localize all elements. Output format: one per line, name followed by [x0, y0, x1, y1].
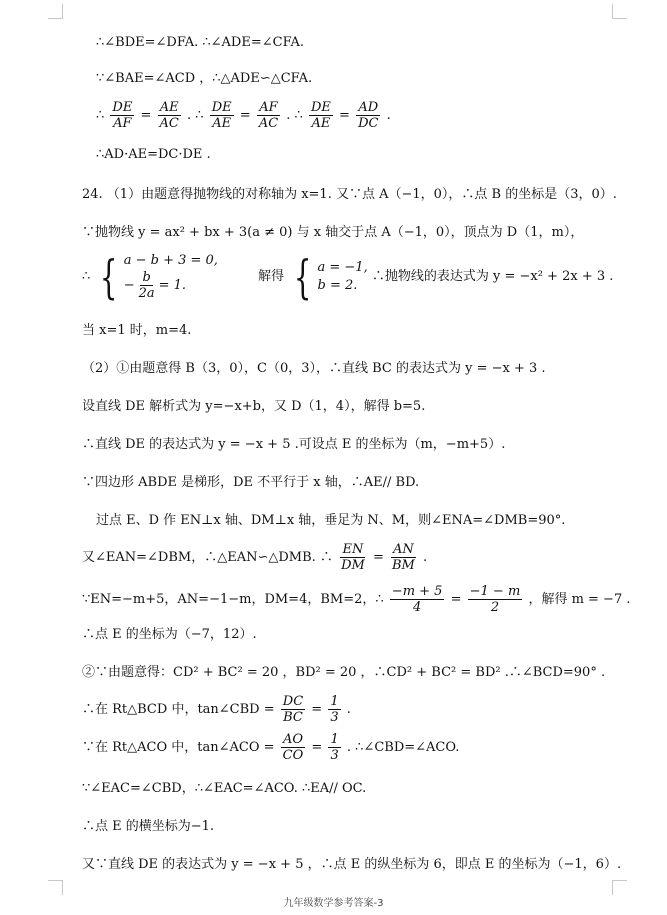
- perpendicular-construction: 过点 E、D 作 EN⊥x 轴、DM⊥x 轴，垂足为 N、M，则∠ENA=∠DMB=90°.: [96, 513, 566, 528]
- crop-mark-bottom-left: [48, 880, 63, 895]
- fraction-af-ac: $\frac{AF}{AC}$: [258, 100, 279, 131]
- fraction-de-ae-2: $\frac{DE}{AE}$: [310, 100, 331, 131]
- fraction-ao-co: $\frac{AO}{CO}$: [282, 732, 304, 763]
- fraction-dc-bc: $\frac{DC}{BC}$: [282, 694, 304, 725]
- proof-line-4: ∴AD·AE=DC·DE .: [96, 147, 211, 162]
- trapezoid-condition: ∵四边形 ABDE 是梯形，DE 不平行于 x 轴，∴AE// BD.: [82, 475, 420, 490]
- question-24-part1: 24. （1）由题意得抛物线的对称轴为 x=1. 又∵点 A（−1，0），∴点 B 的坐标是（3，0）.: [82, 187, 617, 202]
- page-footer: 九年级数学参考答案-3: [283, 898, 384, 909]
- fraction-an-bm: $\frac{AN}{BM}$: [391, 542, 415, 573]
- parabola-statement: ∵抛物线 y = ax² + bx + 3(a ≠ 0) 与 x 轴交于点 A（−1，0），顶点为 D（1，m），: [82, 225, 584, 240]
- crop-mark-top-right: [612, 4, 627, 19]
- vertex-m-value: 当 x=1 时，m=4.: [82, 323, 192, 338]
- proof-line-2: ∵∠BAE=∠ACD ，∴△ADE∽△CFA.: [96, 71, 313, 86]
- equation-system-line: ∴ { a − b + 3 = 0, − $\frac{b}{2a}$ = 1. 解得 { a = −1, b = 2. ∴抛物线的表达式为 y = −x² + 2x + 3 .: [82, 249, 614, 304]
- line-de-expression: ∴直线 DE 的表达式为 y = −x + 5 .可设点 E 的坐标为（m，−m+5）.: [82, 437, 506, 452]
- tan-cbd-line: ∴在 Rt△BCD 中，tan∠CBD = $\frac{DC}{BC}$ = $\frac{1}{3}$ .: [82, 694, 351, 725]
- crop-mark-bottom-right: [612, 880, 627, 895]
- fraction-ad-dc: $\frac{AD}{DC}$: [358, 100, 379, 131]
- line-de-setup: 设直线 DE 解析式为 y=−x+b，又 D（1，4），解得 b=5.: [82, 399, 426, 414]
- solution-system: { a = −1, b = 2.: [294, 249, 368, 304]
- right-angle-line: ②∵由题意得：CD² + BC² = 20 ，BD² = 20 ，∴CD² + BC² = BD² .∴∠BCD=90° .: [82, 665, 606, 680]
- fraction-de-ae: $\frac{DE}{AE}$: [211, 100, 232, 131]
- equation-system: { a − b + 3 = 0, − $\frac{b}{2a}$ = 1.: [100, 249, 218, 304]
- similar-triangles-line: 又∠EAN=∠DBM，∴△EAN∽△DMB. ∴ $\frac{EN}{DM}$ = $\frac{AN}{BM}$ .: [82, 542, 428, 573]
- fraction-one-third: $\frac{1}{3}$: [330, 694, 339, 725]
- parallel-line-conclusion: ∵∠EAC=∠CBD，∴∠EAC=∠ACO. ∴EA// OC.: [82, 781, 367, 796]
- fraction-neg-m-plus-5: $\frac{-m + 5}{4}$: [391, 584, 443, 615]
- point-e-coordinate-2: 又∵直线 DE 的表达式为 y = −x + 5 ，∴点 E 的纵坐标为 6，即点 E 的坐标为（−1，6）.: [82, 857, 622, 872]
- tan-aco-line: ∵在 Rt△ACO 中，tan∠ACO = $\frac{AO}{CO}$ = $\frac{1}{3}$ . ∴∠CBD=∠ACO.: [82, 732, 460, 763]
- solve-m-line: ∵EN=−m+5，AN=−1−m，DM=4，BM=2，∴ $\frac{-m + 5}{4}$ = $\frac{-1 - m}{2}$ ，解得 m = −7 .: [82, 584, 631, 615]
- point-e-abscissa: ∴点 E 的横坐标为−1.: [82, 819, 215, 834]
- point-e-coordinate-1: ∴点 E 的坐标为（−7，12）.: [82, 627, 257, 642]
- fraction-en-dm: $\frac{EN}{DM}$: [341, 542, 365, 573]
- proof-line-3: ∴ $\frac{DE}{AF}$ = $\frac{AE}{AC}$ . ∴ $\frac{DE}{AE}$ = $\frac{AF}{AC}$ . ∴ $\frac{DE}{AE}$ = $\frac{AD}{DC}$ .: [96, 100, 391, 131]
- fraction-one-third-2: $\frac{1}{3}$: [330, 732, 339, 763]
- fraction-ae-ac: $\frac{AE}{AC}$: [159, 100, 179, 131]
- proof-line-1: ∴∠BDE=∠DFA. ∴∠ADE=∠CFA.: [96, 35, 304, 50]
- fraction-neg-1-minus-m: $\frac{-1 - m}{2}$: [469, 584, 521, 615]
- question-24-part2: （2）①由题意得 B（3，0），C（0，3），∴直线 BC 的表达式为 y = −x + 3 .: [82, 361, 546, 376]
- fraction-de-af: $\frac{DE}{AF}$: [112, 100, 133, 131]
- crop-mark-top-left: [48, 4, 63, 19]
